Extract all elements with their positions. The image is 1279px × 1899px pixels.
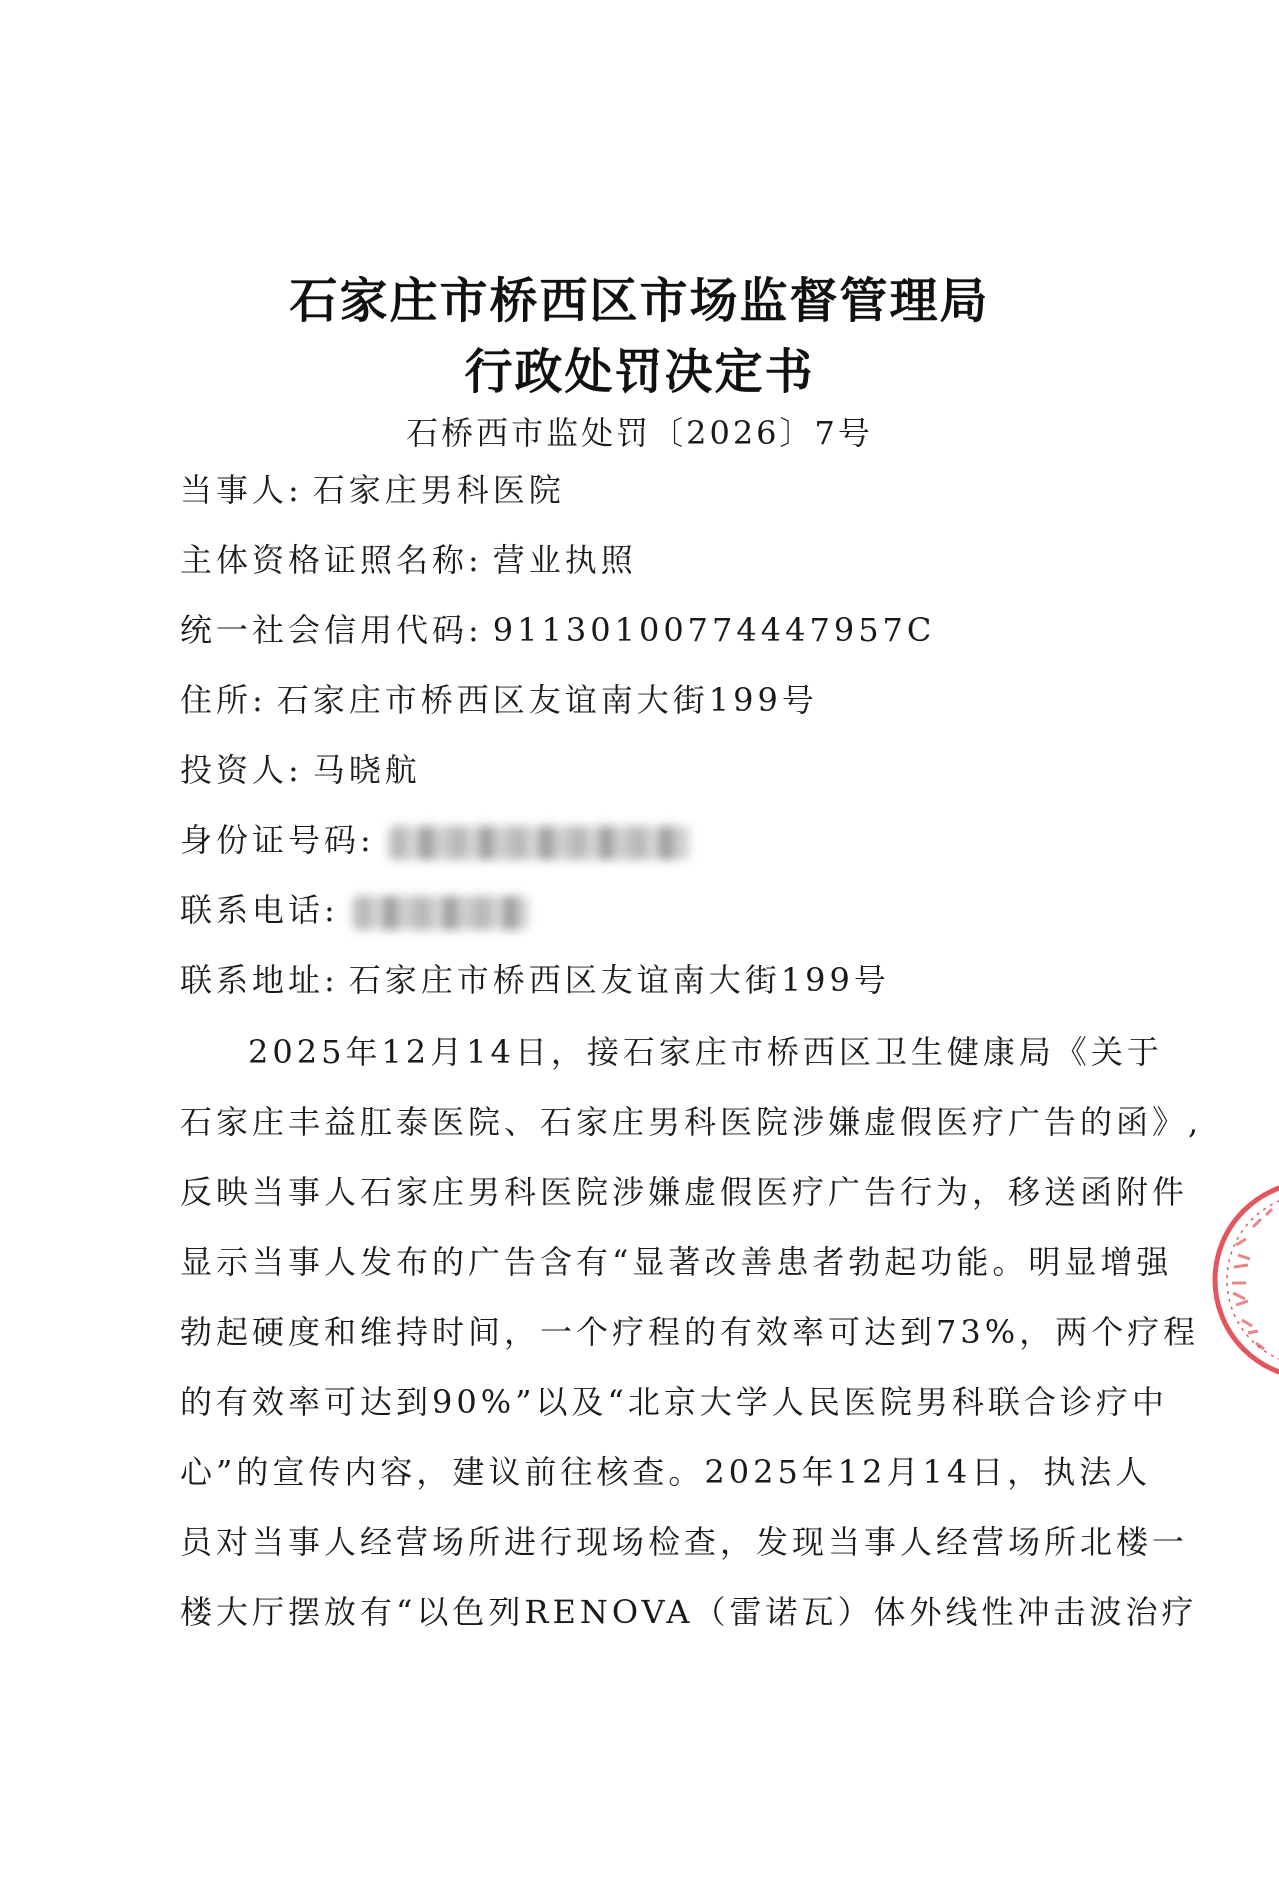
field-contact-address: [180, 960, 1130, 1000]
body-line: 楼大厅摆放有“以色列RENOVA（雷诺瓦）体外线性冲击波治疗: [180, 1593, 1198, 1631]
body-line: 反映当事人石家庄男科医院涉嫌虚假医疗广告行为，移送函附件: [180, 1173, 1189, 1211]
redacted-id-number: [389, 826, 689, 860]
field-party-label: 当事人:: [180, 471, 303, 509]
body-line: 员对当事人经营场所进行现场检查，发现当事人经营场所北楼一: [180, 1523, 1189, 1561]
field-credit-code: [180, 610, 1130, 650]
field-license-name-value: 营业执照: [492, 541, 637, 579]
field-investor-value: 马晓航: [312, 751, 421, 789]
body-paragraph: [180, 1017, 1203, 1647]
body-line: 勃起硬度和维持时间，一个疗程的有效率可达到73%，两个疗程: [180, 1313, 1200, 1351]
seal-lettering: [1232, 1209, 1272, 1349]
field-investor-label: 投资人:: [180, 751, 303, 789]
body-line: 的有效率可达到90%”以及“北京大学人民医院男科联合诊疗中: [180, 1383, 1168, 1421]
field-investor: [180, 750, 1130, 790]
body-line: 2025年12月14日，接石家庄市桥西区卫生健康局《关于: [248, 1033, 1163, 1071]
body-line: 显示当事人发布的广告含有“显著改善患者勃起功能。明显增强: [180, 1243, 1173, 1281]
field-phone-label: 联系电话:: [180, 891, 339, 929]
field-credit-code-label: 统一社会信用代码:: [180, 611, 483, 649]
document-title-agency: 石家庄市桥西区市场监督管理局: [289, 273, 990, 329]
field-license-name: [180, 540, 1130, 580]
field-contact-address-value: 石家庄市桥西区友谊南大街199号: [348, 961, 890, 999]
body-line: 心”的宣传内容，建议前往核查。2025年12月14日，执法人: [180, 1453, 1152, 1491]
field-party: [180, 470, 1130, 510]
field-id-number-label: 身份证号码:: [180, 821, 375, 859]
document-title-type: 行政处罚决定书: [464, 344, 815, 400]
document-number: 石桥西市监处罚〔2026〕7号: [406, 414, 873, 452]
field-party-value: 石家庄男科医院: [312, 471, 565, 509]
field-id-number: [180, 820, 1130, 860]
official-seal-stamp: [1208, 1175, 1279, 1385]
field-phone: [180, 890, 1130, 930]
field-contact-address-label: 联系地址:: [180, 961, 339, 999]
field-address-label: 住所:: [180, 681, 267, 719]
redacted-phone: [353, 896, 528, 930]
field-address: [180, 680, 1130, 720]
body-line: 石家庄丰益肛泰医院、石家庄男科医院涉嫌虚假医疗广告的函》,: [180, 1103, 1203, 1141]
field-address-value: 石家庄市桥西区友谊南大街199号: [276, 681, 818, 719]
field-license-name-label: 主体资格证照名称:: [180, 541, 483, 579]
field-credit-code-value: 91130100774447957C: [492, 611, 936, 649]
